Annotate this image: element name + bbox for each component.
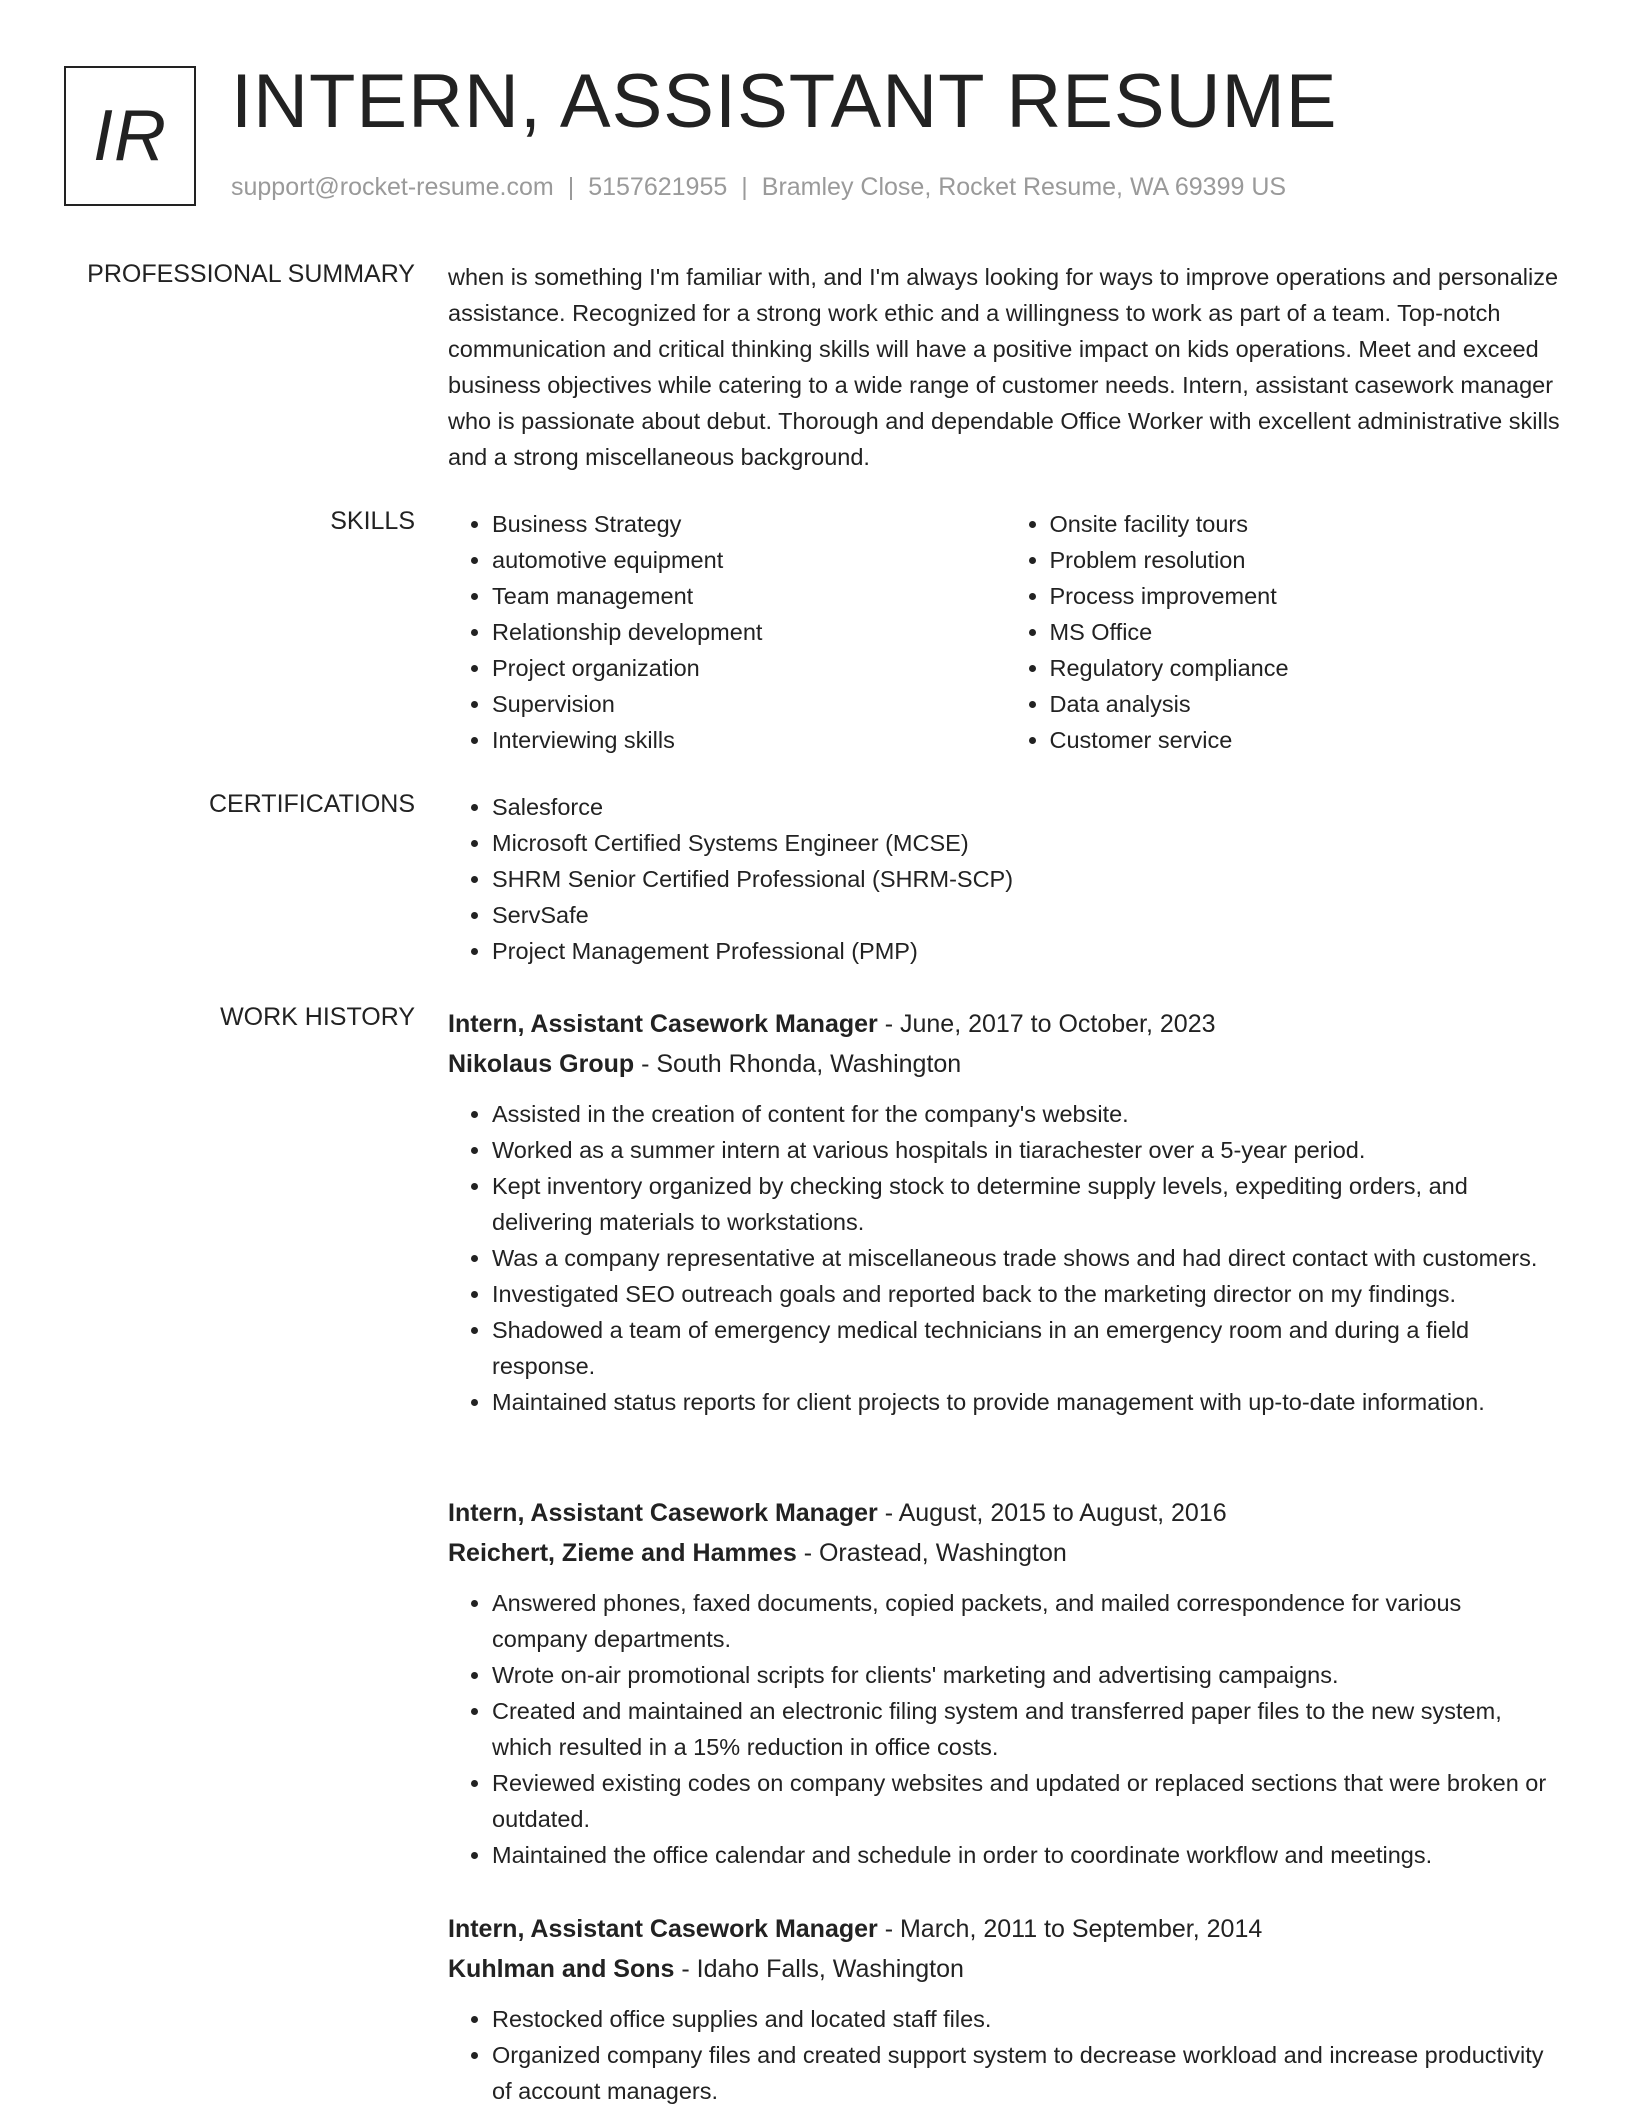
job-dates: - March, 2011 to September, 2014 bbox=[877, 1915, 1263, 1943]
job-location: - South Rhonda, Washington bbox=[634, 1050, 962, 1078]
contact-email: support@rocket-resume.com bbox=[231, 173, 554, 201]
skill-item: • Project organization bbox=[492, 650, 1006, 686]
skills-list bbox=[448, 506, 1563, 758]
job-title: Intern, Assistant Casework Manager bbox=[448, 1499, 878, 1527]
job-title: Intern, Assistant Casework Manager bbox=[448, 1915, 878, 1943]
contact-line bbox=[231, 173, 1286, 202]
job-entry bbox=[448, 1909, 1563, 2109]
skill-item: • Regulatory compliance bbox=[1050, 650, 1564, 686]
skill-item: • Data analysis bbox=[1050, 686, 1564, 722]
contact-address: Bramley Close, Rocket Resume, WA 69399 US bbox=[761, 173, 1287, 201]
summary-heading: PROFESSIONAL SUMMARY bbox=[87, 260, 415, 288]
job-company: Kuhlman and Sons bbox=[448, 1955, 675, 1983]
monogram-initials: IR bbox=[93, 96, 167, 176]
job-bullet: • Was a company representative at miscellaneous trade shows and had direct contact with customers. bbox=[492, 1240, 1563, 1276]
job-company-line bbox=[448, 1949, 1563, 1989]
contact-phone: 5157621955 bbox=[588, 173, 728, 201]
resume-title: INTERN, ASSISTANT RESUME bbox=[231, 59, 1338, 144]
skill-item: • Process improvement bbox=[1050, 578, 1564, 614]
certifications-list bbox=[448, 789, 1563, 969]
job-bullets bbox=[448, 2001, 1563, 2109]
job-location: - Idaho Falls, Washington bbox=[674, 1955, 964, 1983]
certifications-heading: CERTIFICATIONS bbox=[208, 790, 415, 818]
job-bullet: • Maintained status reports for client projects to provide management with up-to-date information. bbox=[492, 1384, 1563, 1420]
certification-item: • SHRM Senior Certified Professional (SHRM-SCP) bbox=[492, 861, 1563, 897]
job-bullet: • Organized company files and created support system to decrease workload and increase productivity of account managers. bbox=[492, 2037, 1563, 2109]
job-location: - Orastead, Washington bbox=[796, 1539, 1067, 1567]
job-bullet: • Worked as a summer intern at various hospitals in tiarachester over a 5-year period. bbox=[492, 1132, 1563, 1168]
certification-item: • Salesforce bbox=[492, 789, 1563, 825]
job-title-line bbox=[448, 1909, 1563, 1949]
skill-item: • Business Strategy bbox=[492, 506, 1006, 542]
skill-item: • Onsite facility tours bbox=[1050, 506, 1564, 542]
certification-item: • Project Management Professional (PMP) bbox=[492, 933, 1563, 969]
certification-item: • ServSafe bbox=[492, 897, 1563, 933]
job-title-line bbox=[448, 1004, 1563, 1044]
certification-item: • Microsoft Certified Systems Engineer (MCSE) bbox=[492, 825, 1563, 861]
work-history-heading: WORK HISTORY bbox=[220, 1003, 415, 1031]
job-company: Reichert, Zieme and Hammes bbox=[448, 1539, 797, 1567]
job-company-line bbox=[448, 1533, 1563, 1573]
job-bullet: • Created and maintained an electronic filing system and transferred paper files to the new system, which resulted in a 15% reduction in office costs. bbox=[492, 1693, 1563, 1765]
monogram-box bbox=[64, 66, 196, 206]
job-company-line bbox=[448, 1044, 1563, 1084]
job-company: Nikolaus Group bbox=[448, 1050, 635, 1078]
job-entry bbox=[448, 1004, 1563, 1420]
job-title-line bbox=[448, 1493, 1563, 1533]
skill-item: • Problem resolution bbox=[1050, 542, 1564, 578]
skills-column-left bbox=[448, 506, 1006, 758]
skill-item: • Interviewing skills bbox=[492, 722, 1006, 758]
skill-item: • Supervision bbox=[492, 686, 1006, 722]
job-dates: - August, 2015 to August, 2016 bbox=[877, 1499, 1227, 1527]
skill-item: • automotive equipment bbox=[492, 542, 1006, 578]
summary-text: when is something I'm familiar with, and I'm always looking for ways to improve operations and personalize assistance. Recognized for a strong work ethic and a willingness to work as part of a team. Top-notch communication and critical thinking skills will have a positive impact on kids operations. Meet and exceed business objectives while catering to a wide range of customer needs. Intern, assistant casework manager who is passionate about debut. Thorough and dependable Office Worker with excellent administrative skills and a strong miscellaneous background. bbox=[448, 264, 1560, 470]
skill-item: • Customer service bbox=[1050, 722, 1564, 758]
job-bullets bbox=[448, 1096, 1563, 1420]
job-bullet: • Restocked office supplies and located staff files. bbox=[492, 2001, 1563, 2037]
skill-item: • MS Office bbox=[1050, 614, 1564, 650]
job-bullets bbox=[448, 1585, 1563, 1873]
job-bullet: • Maintained the office calendar and schedule in order to coordinate workflow and meetings. bbox=[492, 1837, 1563, 1873]
job-dates: - June, 2017 to October, 2023 bbox=[877, 1010, 1216, 1038]
job-entry bbox=[448, 1493, 1563, 1873]
job-title: Intern, Assistant Casework Manager bbox=[448, 1010, 878, 1038]
contact-separator: | bbox=[567, 173, 575, 201]
skill-item: • Relationship development bbox=[492, 614, 1006, 650]
contact-separator: | bbox=[741, 173, 748, 201]
skill-item: • Team management bbox=[492, 578, 1006, 614]
job-bullet: • Wrote on-air promotional scripts for clients' marketing and advertising campaigns. bbox=[492, 1657, 1563, 1693]
job-bullet: • Answered phones, faxed documents, copied packets, and mailed correspondence for various company departments. bbox=[492, 1585, 1563, 1657]
skills-heading: SKILLS bbox=[330, 507, 415, 535]
job-bullet: • Reviewed existing codes on company websites and updated or replaced sections that were broken or outdated. bbox=[492, 1765, 1563, 1837]
job-bullet: • Assisted in the creation of content for the company's website. bbox=[492, 1096, 1563, 1132]
skills-column-right bbox=[1006, 506, 1564, 758]
job-bullet: • Kept inventory organized by checking stock to determine supply levels, expediting orders, and delivering materials to workstations. bbox=[492, 1168, 1563, 1240]
job-bullet: • Shadowed a team of emergency medical technicians in an emergency room and during a field response. bbox=[492, 1312, 1563, 1384]
job-bullet: • Investigated SEO outreach goals and reported back to the marketing director on my findings. bbox=[492, 1276, 1563, 1312]
